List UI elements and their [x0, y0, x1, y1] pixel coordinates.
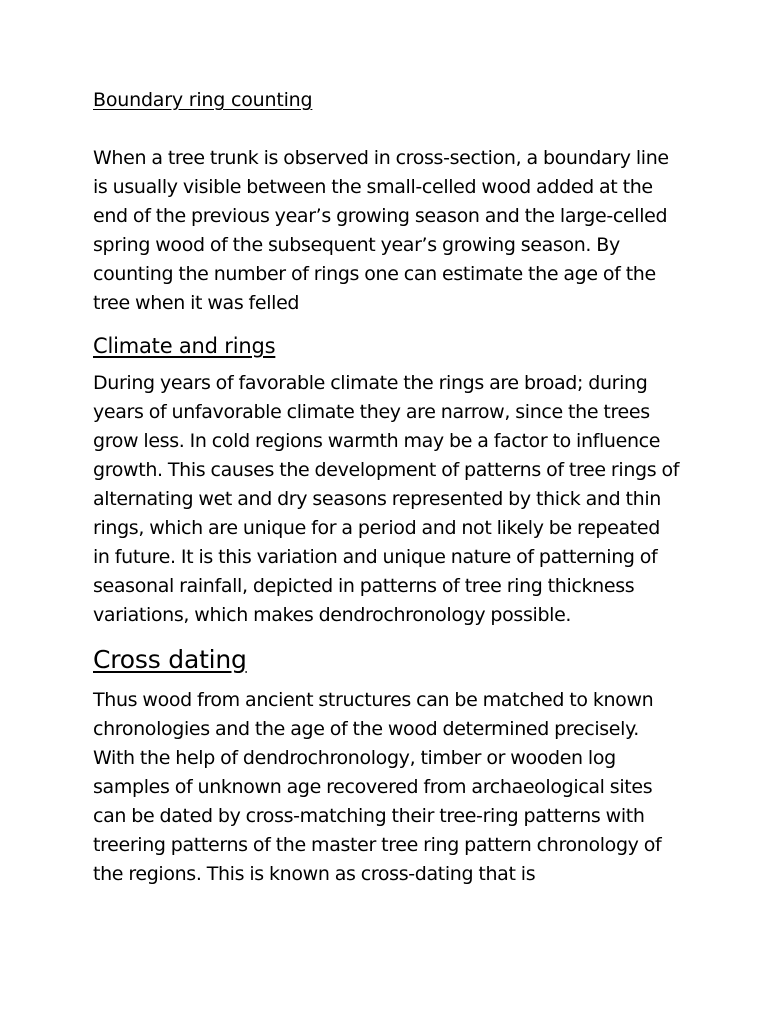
- section-body-boundary-ring-counting: When a tree trunk is observed in cross-section, a boundary line is usually visible between the small-celled wood added at the end of the previous year’s growing season and the large-celled spring wood of the subsequent year’s growing season. By counting the number of rings one can estimate the age of the tree when it was felled: [93, 147, 669, 314]
- document-content: [93, 86, 681, 889]
- section-heading-climate-and-rings: Climate and rings: [93, 334, 276, 358]
- section-body-climate-and-rings: During years of favorable climate the rings are broad; during years of unfavorable climate they are narrow, since the trees grow less. In cold regions warmth may be a factor to influence growth. This causes the development of patterns of tree rings of alternating wet and dry seasons represented by thick and thin rings, which are unique for a period and not likely be repeated in future. It is this variation and unique nature of patterning of seasonal rainfall, depicted in patterns of tree ring thickness variations, which makes dendrochronology possible.: [93, 372, 680, 626]
- section-heading-cross-dating: Cross dating: [93, 645, 247, 674]
- section-heading-boundary-ring-counting: Boundary ring counting: [93, 89, 313, 111]
- section-body-cross-dating: Thus wood from ancient structures can be matched to known chronologies and the age of the wood determined precisely. With the help of dendrochronology, timber or wooden log samples of unknown age recovered from archaeological sites can be dated by cross-matching their tree-ring patterns with treering patterns of the master tree ring pattern chronology of the regions. This is known as cross-dating that is: [93, 689, 662, 885]
